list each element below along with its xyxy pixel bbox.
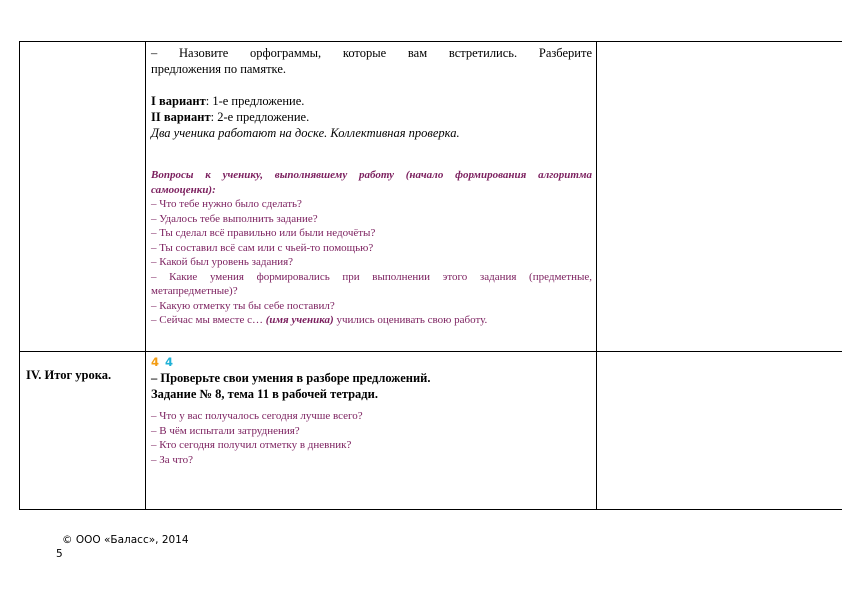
board-note: Два ученика работают на доске. Коллективная проверка.: [151, 126, 460, 140]
notes-cell: [597, 352, 842, 510]
copyright-footer: © ООО «Баласс», 2014: [62, 534, 189, 546]
stage-cell: [20, 42, 146, 352]
list-item: – Что тебе нужно было сделать?: [151, 198, 302, 210]
activity-cell: [146, 42, 597, 352]
mark-orange: 4: [151, 355, 160, 369]
notes-cell: [597, 42, 842, 352]
variant-2: [151, 109, 592, 125]
list-item: – Что у вас получалось сегодня лучше всего?: [151, 410, 363, 422]
questions-heading: самооценки):: [151, 183, 216, 196]
final-suffix: учились оценивать свою работу.: [333, 314, 488, 326]
list-item: – Ты сделал всё правильно или были недочёты?: [151, 227, 376, 239]
lesson-plan-table: [19, 41, 842, 510]
assignment-line: Задание № 8, тема 11 в рабочей тетради.: [151, 387, 378, 401]
table-row: [20, 352, 842, 510]
mark-blue: 4: [165, 355, 174, 369]
table-row: [20, 42, 842, 352]
variant-text: : 1-е предложение.: [205, 94, 305, 108]
list-item: [151, 313, 592, 328]
list-item: – Кто сегодня получил отметку в дневник?: [151, 439, 352, 451]
student-name-placeholder: (имя ученика): [265, 314, 334, 326]
variant-1: [151, 93, 592, 109]
skill-marks: [151, 355, 592, 370]
list-item: метапредметные)?: [151, 285, 238, 297]
variant-label: I вариант: [151, 94, 206, 108]
instruction-line: – Назовите орфограммы, которые вам встретились. Разберите: [151, 46, 592, 60]
activity-cell: [146, 352, 597, 510]
variant-text: : 2-е предложение.: [210, 110, 310, 124]
instruction-line: – Проверьте свои умения в разборе предложений.: [151, 371, 431, 385]
instruction-line: предложения по памятке.: [151, 62, 286, 76]
list-item: – В чём испытали затруднения?: [151, 424, 300, 437]
questions-heading: Вопросы к ученику, выполнявшему работу (начало формирования алгоритма: [151, 169, 592, 181]
list-item: – Ты составил всё сам или с чьей-то помощью?: [151, 241, 374, 254]
list-item: – За что?: [151, 453, 193, 466]
stage-title: IV. Итог урока.: [20, 352, 146, 510]
final-prefix: – Сейчас мы вместе с…: [151, 314, 266, 326]
list-item: – Какую отметку ты бы себе поставил?: [151, 299, 335, 312]
variant-label: II вариант: [151, 110, 211, 124]
page-number: 5: [56, 548, 63, 560]
list-item: – Удалось тебе выполнить задание?: [151, 212, 318, 225]
list-item: – Какие умения формировались при выполнении этого задания (предметные,: [151, 270, 592, 283]
list-item: – Какой был уровень задания?: [151, 256, 294, 268]
